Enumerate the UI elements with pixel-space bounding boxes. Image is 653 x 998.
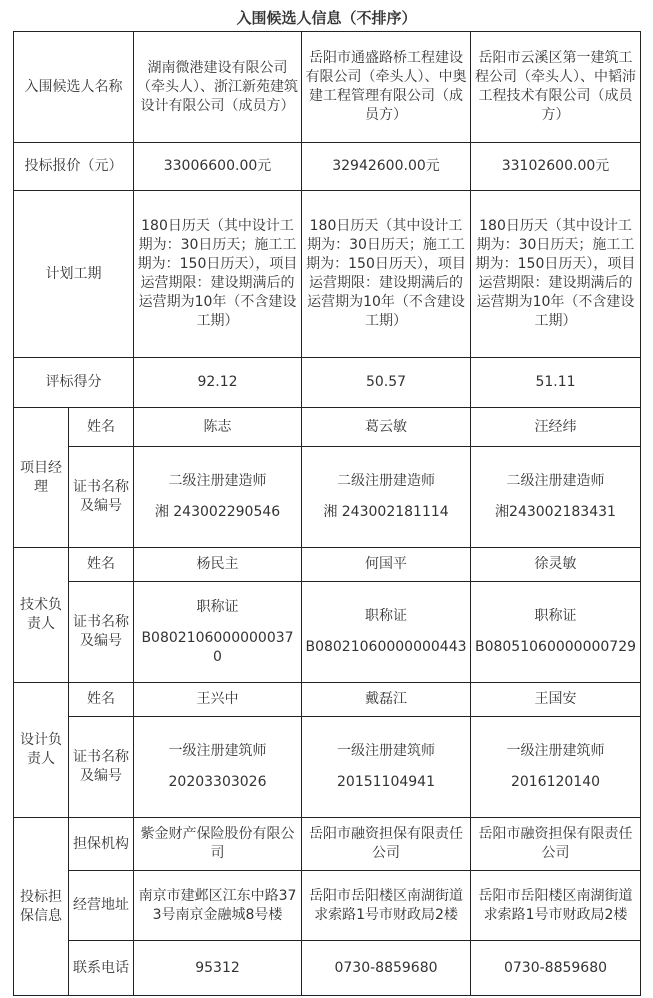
candidate-1-design-cert bbox=[134, 717, 302, 818]
cert-number: 20151104941 bbox=[337, 774, 435, 791]
table-row bbox=[14, 32, 641, 143]
score-header: 评标得分 bbox=[14, 358, 134, 408]
candidate-2-phone: 0730-8859680 bbox=[302, 941, 471, 996]
guarantee-header: 投标担保信息 bbox=[14, 818, 69, 996]
candidate-2-tech-cert bbox=[302, 582, 471, 683]
candidate-2-tech-name: 何国平 bbox=[302, 547, 471, 581]
candidate-2-pm-name: 葛云敏 bbox=[302, 408, 471, 446]
table-row bbox=[14, 408, 641, 446]
candidate-3-price: 33102600.00元 bbox=[471, 143, 641, 191]
candidate-3-address: 岳阳市岳阳楼区南湖街道求索路1号市财政局2楼 bbox=[471, 870, 641, 941]
candidate-3-schedule: 180日历天（其中设计工期为：30日历天；施工工期为：150日历天），项目运营期限：建设期满后的运营期为10年（不含建设工期） bbox=[471, 191, 641, 358]
cert-title: 二级注册建造师 bbox=[168, 472, 267, 489]
cert-title: 一级注册建筑师 bbox=[168, 743, 267, 760]
candidate-1-score: 92.12 bbox=[134, 358, 302, 408]
table-row bbox=[14, 818, 641, 870]
candidate-name-header: 入围候选人名称 bbox=[14, 32, 134, 143]
cert-title: 职称证 bbox=[196, 598, 239, 615]
table-row bbox=[14, 941, 641, 996]
table-row bbox=[14, 870, 641, 941]
candidate-2-design-cert bbox=[302, 717, 471, 818]
table-row bbox=[14, 547, 641, 581]
candidate-info-table bbox=[13, 31, 641, 996]
design-lead-header: 设计负责人 bbox=[14, 683, 69, 818]
candidate-1-tech-cert bbox=[134, 582, 302, 683]
address-label: 经营地址 bbox=[69, 870, 134, 941]
cert-number: 湘 243002181114 bbox=[323, 503, 449, 520]
phone-label: 联系电话 bbox=[69, 941, 134, 996]
table-row bbox=[14, 582, 641, 683]
table-row bbox=[14, 446, 641, 547]
candidate-2-schedule: 180日历天（其中设计工期为：30日历天；施工工期为：150日历天），项目运营期限：建设期满后的运营期为10年（不含建设工期） bbox=[302, 191, 471, 358]
cert-title: 二级注册建造师 bbox=[337, 472, 435, 489]
candidate-1-guarantee-org: 紫金财产保险股份有限公司 bbox=[134, 818, 302, 870]
cert-title: 职称证 bbox=[365, 608, 407, 625]
cert-title: 一级注册建筑师 bbox=[337, 743, 435, 760]
tech-name-label: 姓名 bbox=[69, 547, 134, 581]
cert-number: B08021060000000443 bbox=[305, 639, 467, 656]
candidate-3-name: 岳阳市云溪区第一建筑工程公司（牵头人）、中韬沛工程技术有限公司（成员方） bbox=[471, 32, 641, 143]
candidate-2-pm-cert bbox=[302, 446, 471, 547]
cert-number: 2016120140 bbox=[510, 774, 601, 791]
candidate-1-pm-cert bbox=[134, 446, 302, 547]
cert-number: 湘243002183431 bbox=[495, 503, 616, 520]
candidate-2-name: 岳阳市通盛路桥工程建设有限公司（牵头人）、中奥建工程管理有限公司（成员方） bbox=[302, 32, 471, 143]
cert-title: 一级注册建筑师 bbox=[506, 743, 605, 760]
candidate-1-tech-name: 杨民主 bbox=[134, 547, 302, 581]
pm-name-label: 姓名 bbox=[69, 408, 134, 446]
cert-number: B08051060000000729 bbox=[474, 639, 637, 656]
candidate-1-price: 33006600.00元 bbox=[134, 143, 302, 191]
candidate-3-phone: 0730-8859680 bbox=[471, 941, 641, 996]
tech-lead-header: 技术负责人 bbox=[14, 547, 69, 682]
candidate-1-pm-name: 陈志 bbox=[134, 408, 302, 446]
design-name-label: 姓名 bbox=[69, 683, 134, 717]
table-row bbox=[14, 358, 641, 408]
candidate-3-tech-cert bbox=[471, 582, 641, 683]
candidate-3-guarantee-org: 岳阳市融资担保有限责任公司 bbox=[471, 818, 641, 870]
cert-title: 职称证 bbox=[534, 608, 577, 625]
candidate-3-design-cert bbox=[471, 717, 641, 818]
candidate-1-design-name: 王兴中 bbox=[134, 683, 302, 717]
table-row bbox=[14, 717, 641, 818]
table-row bbox=[14, 683, 641, 717]
candidate-1-name: 湖南微港建设有限公司（牵头人）、浙江新苑建筑设计有限公司（成员方） bbox=[134, 32, 302, 143]
candidate-3-score: 51.11 bbox=[471, 358, 641, 408]
cert-number: 湘 243002290546 bbox=[154, 503, 281, 520]
candidate-1-schedule: 180日历天（其中设计工期为：30日历天；施工工期为：150日历天），项目运营期限：建设期满后的运营期为10年（不含建设工期） bbox=[134, 191, 302, 358]
candidate-3-design-name: 王国安 bbox=[471, 683, 641, 717]
bid-price-header: 投标报价（元） bbox=[14, 143, 134, 191]
candidate-2-design-name: 戴磊江 bbox=[302, 683, 471, 717]
candidate-1-phone: 95312 bbox=[134, 941, 302, 996]
table-row bbox=[14, 191, 641, 358]
schedule-header: 计划工期 bbox=[14, 191, 134, 358]
cert-number: 20203303026 bbox=[168, 774, 267, 791]
candidate-3-pm-cert bbox=[471, 446, 641, 547]
candidate-2-address: 岳阳市岳阳楼区南湖街道求索路1号市财政局2楼 bbox=[302, 870, 471, 941]
project-manager-header: 项目经理 bbox=[14, 408, 69, 547]
candidate-2-score: 50.57 bbox=[302, 358, 471, 408]
design-cert-label: 证书名称及编号 bbox=[69, 717, 134, 818]
candidate-2-price: 32942600.00元 bbox=[302, 143, 471, 191]
candidate-2-guarantee-org: 岳阳市融资担保有限责任公司 bbox=[302, 818, 471, 870]
table-row bbox=[14, 143, 641, 191]
page-title: 入围候选人信息（不排序） bbox=[236, 9, 417, 27]
pm-cert-label: 证书名称及编号 bbox=[69, 446, 134, 547]
tech-cert-label: 证书名称及编号 bbox=[69, 582, 134, 683]
candidate-3-tech-name: 徐灵敏 bbox=[471, 547, 641, 581]
guarantee-org-label: 担保机构 bbox=[69, 818, 134, 870]
cert-title: 二级注册建造师 bbox=[506, 472, 605, 489]
candidate-3-pm-name: 汪经纬 bbox=[471, 408, 641, 446]
cert-number: B08021060000000370 bbox=[141, 629, 294, 665]
candidate-1-address: 南京市建邺区江东中路373号南京金融城8号楼 bbox=[134, 870, 302, 941]
